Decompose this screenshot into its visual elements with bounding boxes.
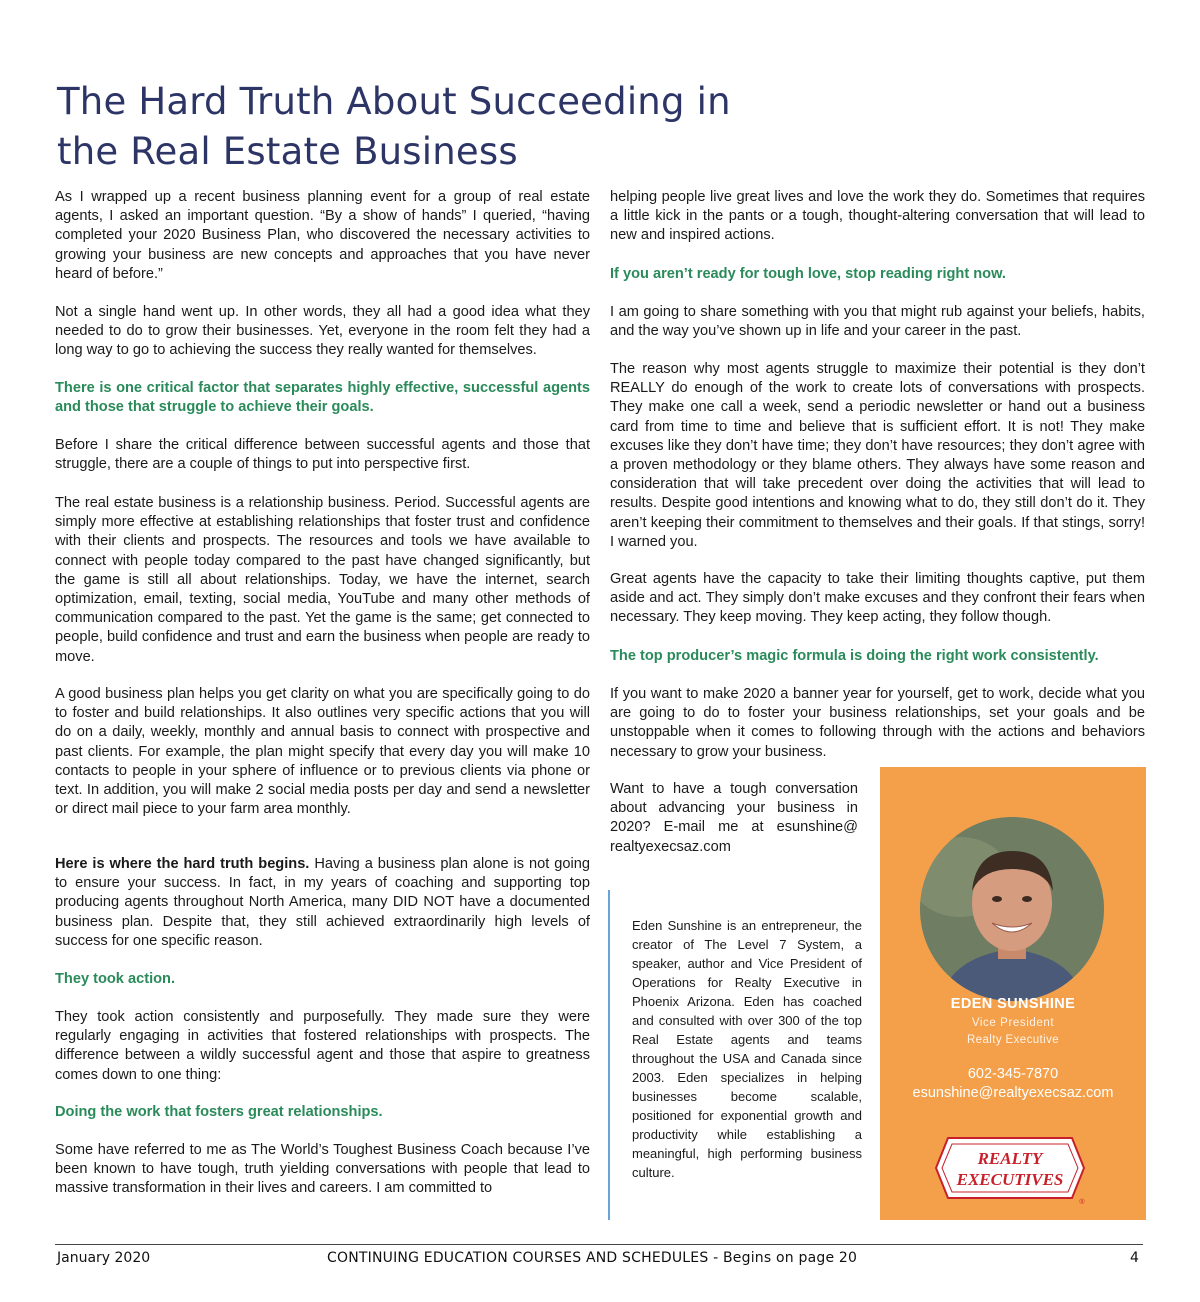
paragraph: A good business plan helps you get clarity on what you are specifically going to do to foster and build relationships. It also outlines very specific actions that you will do on a daily, weekly, monthly and annual basis to connect with prospective and past clients. For example, the plan might specify that every day you will make 10 contacts to people in your sphere of influence or to previous clients via phone or text. In addition, you will make 2 social media posts per day and send a newsletter or direct mail piece to your farm area monthly. [55, 686, 590, 818]
paragraph: Some have referred to me as The World’s Toughest Business Coach because I’ve been known to have tough, truth yielding conversations with people that lead to massive transformation in their lives and careers. I am committed to [55, 1142, 590, 1197]
portrait-illustration [920, 817, 1104, 1001]
article-title [57, 77, 817, 177]
paragraph: If you want to make 2020 a banner year for yourself, get to work, decide what you are going to do to foster your business relationships, set your goals and be unstoppable when it comes to following through with the actions and behaviors necessary to grow your business. [610, 686, 1145, 760]
author-card [880, 767, 1146, 1220]
paragraph [55, 855, 590, 951]
subheading: They took action. [55, 971, 176, 987]
card-company: Realty Executive [966, 1034, 1060, 1046]
footer-link-text: CONTINUING EDUCATION COURSES AND SCHEDULES - Begins on page 20 [327, 1250, 858, 1266]
paragraph: Not a single hand went up. In other words, they all had a good idea what they needed to do to grow their businesses. Yet, everyone in the room felt they had a long way to go to achieving the success they really wanted for themselves. [55, 304, 590, 359]
card-name: EDEN SUNSHINE [950, 996, 1076, 1012]
paragraph: Before I share the critical difference between successful agents and those that struggle, there are a couple of things to put into perspective first. [55, 437, 590, 473]
paragraph: The reason why most agents struggle to maximize their potential is they don’t REALLY do enough of the work to create lots of conversations with prospects. They make one call a week, send a periodic newsletter or hand out a business card from time to time and believe that is sufficient effort. It is not! They make excuses like they don’t have time; they don’t have resources; they don’t agree with a proven methodology or they blame others. They always have some reason and consideration that will take precedent over doing the activities that will lead to results. Despite good intentions and knowing what to do, they still don’t do it. They aren’t keeping their commitment to themselves and their goals. If that stings, sorry! I warned you. [610, 361, 1145, 550]
logo-line-2: EXECUTIVES [956, 1170, 1064, 1189]
paragraph: They took action consistently and purposefully. They made sure they were regularly engaging in activities that fostered relationships with prospects. The difference between a wildly successful agent and those that aspire to greatness comes down to one thing: [55, 1009, 590, 1083]
author-bio: Eden Sunshine is an entrepreneur, the creator of The Level 7 System, a speaker, author and Vice President of Operations for Realty Executive in Phoenix Arizona. Eden has coached and consulted with over 300 of the top Real Estate agents and teams throughout the USA and Canada since 2003. Eden specializes in helping businesses become scalable, positioned for exponential growth and productivity while establishing a meaningful, high performing business culture. [632, 918, 862, 1180]
lead-in-rest: Having a business plan alone is not going to ensure your success. In fact, in my years of coaching and supporting top producing agents throughout North America, many DID NOT have a documented business plan. Despite that, they still achieved extraordinarily high levels of success for one specific reason. [55, 856, 590, 949]
lead-in-bold: Here is where the hard truth begins. [55, 856, 310, 872]
logo-line-1: REALTY [977, 1149, 1043, 1168]
subheading: There is one critical factor that separates highly effective, successful agents and those that struggle to achieve their goals. [55, 380, 590, 416]
author-photo [920, 817, 1104, 1001]
footer-rule [55, 1244, 1143, 1245]
subheading: The top producer’s magic formula is doing the right work consistently. [610, 648, 1099, 664]
paragraph: I am going to share something with you that might rub against your beliefs, habits, and the way you’ve shown up in life and your career in the past. [610, 304, 1145, 340]
subheading: If you aren’t ready for tough love, stop reading right now. [610, 266, 1006, 282]
card-email: esunshine@realtyexecsaz.com [912, 1085, 1114, 1101]
paragraph: Great agents have the capacity to take their limiting thoughts captive, put them aside and act. They simply don’t make excuses and they confront their fears when necessary. They keep moving. They keep acting, they follow though. [610, 571, 1145, 626]
author-bio-box [608, 890, 862, 1220]
paragraph: As I wrapped up a recent business planning event for a group of real estate agents, I asked an important question. “By a show of hands” I queried, “having completed your 2020 Business Plan, who discovered the necessary activities to growing your business are new concepts and approaches that you have never heard of before.” [55, 189, 590, 282]
title-line-2: the Real Estate Business [57, 129, 518, 173]
paragraph: The real estate business is a relationship business. Period. Successful agents are simply more effective at establishing relationships that foster trust and confidence with their clients and prospects. The resources and tools we have available to connect with people today compared to the past have changed significantly, but the game is still all about relationships. Today, we have the internet, search optimization, email, texting, social media, YouTube and many other methods of communication compared to the past. Yet the game is the same; get connected to people, build confidence and trust and earn the business when people are ready to move. [55, 495, 590, 665]
footer-date: January 2020 [57, 1250, 151, 1266]
page-number: 4 [1130, 1250, 1139, 1266]
card-role: Vice President [971, 1017, 1055, 1029]
realty-executives-logo [930, 1130, 1090, 1205]
paragraph: helping people live great lives and love the work they do. Sometimes that requires a little kick in the pants or a tough, thought-altering conversation that will lead to new and inspired actions. [610, 189, 1145, 244]
card-phone: 602-345-7870 [967, 1066, 1059, 1082]
subheading: Doing the work that fosters great relationships. [55, 1104, 383, 1120]
title-line-1: The Hard Truth About Succeeding in [57, 79, 731, 123]
contact-paragraph: Want to have a tough conversation about advancing your business in 2020? E-mail me at esunshine@ realtyexecsaz.com [610, 781, 858, 855]
registered-mark: ® [1079, 1199, 1085, 1205]
